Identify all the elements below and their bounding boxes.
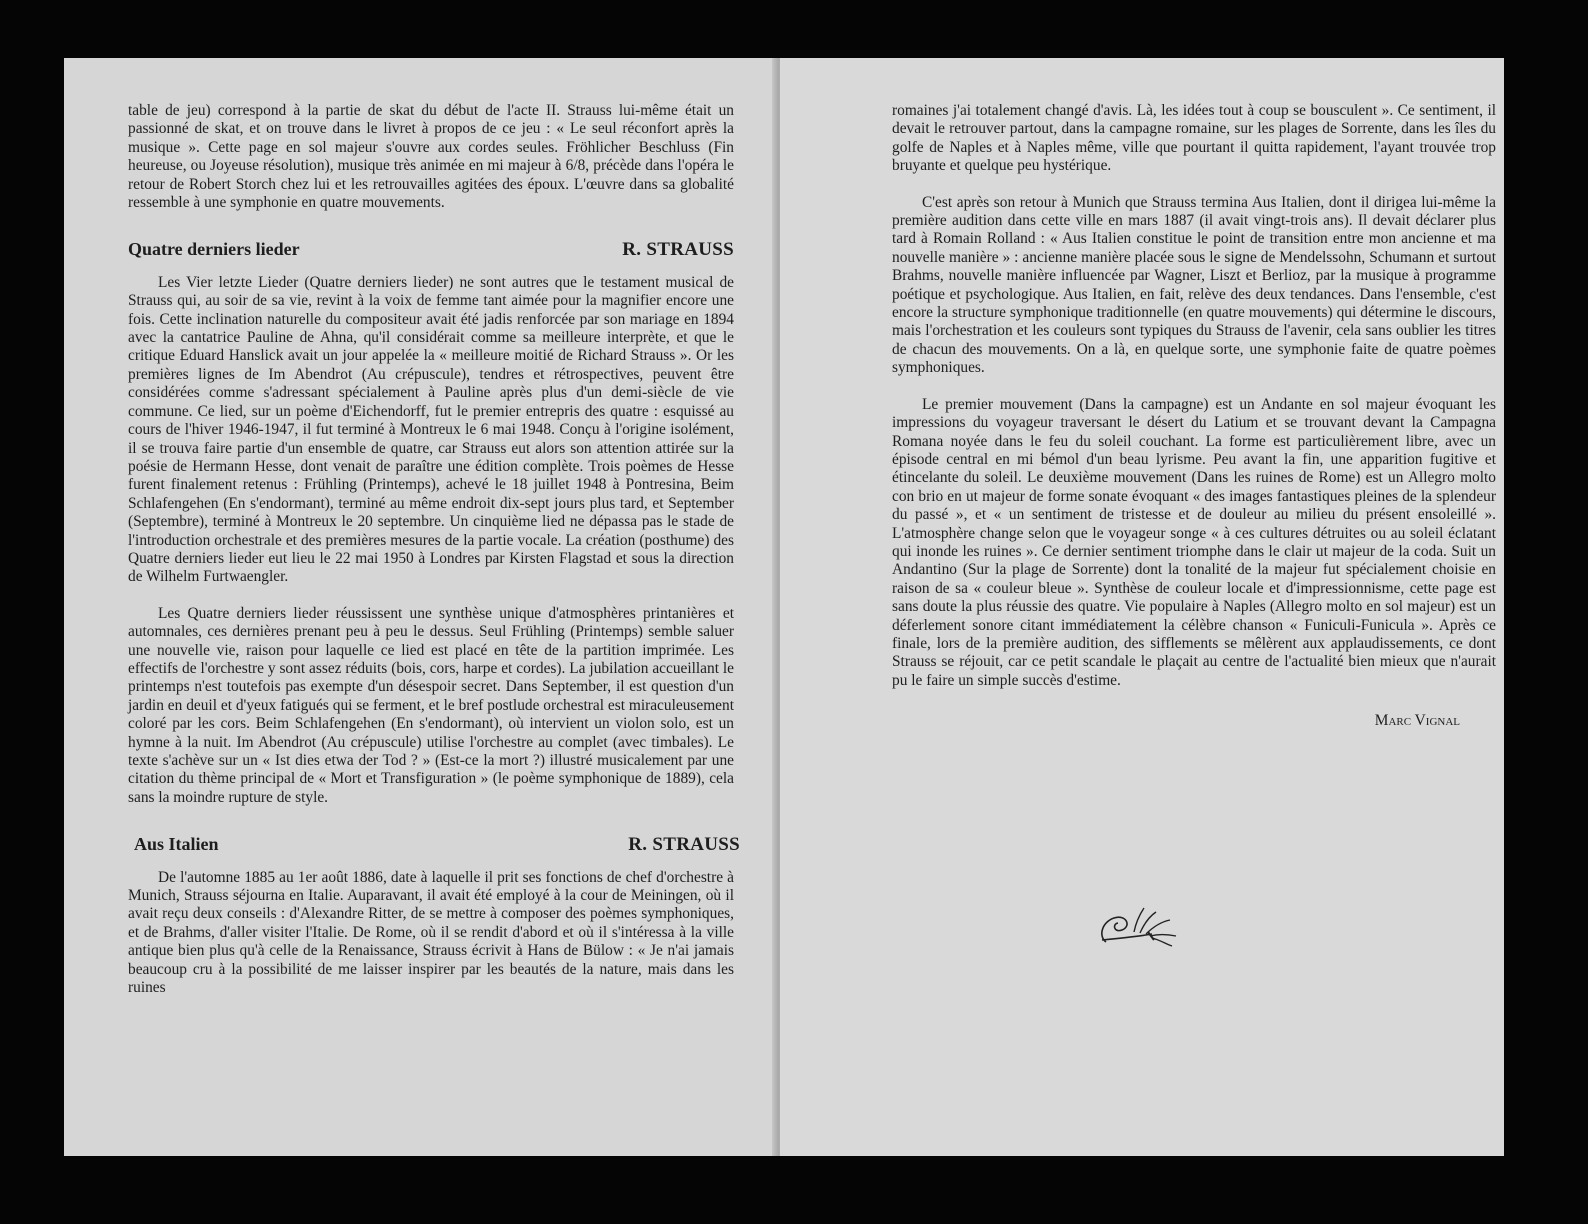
- intro-paragraph: table de jeu) correspond à la partie de skat du début de l'acte II. Strauss lui-même était un passionné de skat, et on trouve dans le livret à propos de ce jeu : « Le seul réconfort après la musique ». Cette page en sol majeur s'ouvre aux cordes seules. Fröhlicher Beschluss (Fin heureuse, ou Joyeuse résolution), musique très animée en mi majeur à 6/8, précède dans l'opéra le retour de Robert Storch chez lui et les retrouvailles agitées des époux. L'œuvre dans sa globalité ressemble à une symphonie en quatre mouvements.: [128, 102, 734, 212]
- aus-italien-paragraph-2: C'est après son retour à Munich que Strauss termina Aus Italien, dont il dirigea lui-même la première audition dans cette ville en mars 1887 (il avait vingt-trois ans). Il devait déclarer plus tard à Romain Rolland : « Aus Italien constitue le point de transition entre mon ancienne et ma nouvelle manière » : ancienne manière placée sous le signe de Mendelssohn, Schumann et surtout Brahms, nouvelle manière influencée par Wagner, Liszt et Berlioz, par la musique à programme poétique et psychologique. Aus Italien, en fait, relève des deux tendances. Dans l'ensemble, c'est encore la structure symphonique traditionnelle (en quatre mouvements) qui détermine le discours, mais l'orchestration et les couleurs sont typiques du Strauss de l'avenir, cela sans oublier les titres de chacun des mouvements. On a là, en quelque sorte, une symphonie faite de quatre poèmes symphoniques.: [892, 193, 1496, 377]
- booklet-spread: [64, 58, 1504, 1156]
- lieder-paragraph-2: Les Quatre derniers lieder réussissent une synthèse unique d'atmosphères printanières et automnales, ces dernières prenant peu à peu le dessus. Seul Frühling (Printemps) semble saluer une nouvelle vie, raison pour laquelle ce lied est placé en tête de la partition imprimée. Les effectifs de l'orchestre y sont assez réduits (bois, cors, harpe et cordes). La jubilation accueillant le printemps n'est toutefois pas exempte d'un désespoir secret. Dans September, il est question d'un jardin en deuil et d'yeux fatigués qui se ferment, et le bref postlude orchestral est miraculeusement coloré par les cors. Beim Schlafengehen (En s'endormant), où intervient un violon solo, est un hymne à la nuit. Im Abendrot (Au crépuscule) utilise l'orchestre au complet (avec timbales). Le texte s'achève sur un « Ist dies etwa der Tod ? » (Est-ce la mort ?) illustré musicalement par une citation du thème principal de « Mort et Transfiguration » (le poème symphonique de 1889), cela sans la moindre rupture de style.: [128, 604, 734, 806]
- continuation-paragraph: romaines j'ai totalement changé d'avis. Là, les idées tout à coup se bousculent ». Ce sentiment, il devait le retrouver partout, dans la campagne romaine, sur les plages de Sorrente, dans les îles du golfe de Naples et à Naples même, ville que pourtant il quitta rapidement, l'ayant trouvée trop bruyante et quelque peu hystérique.: [892, 102, 1496, 175]
- lieder-paragraph-1: Les Vier letzte Lieder (Quatre derniers lieder) ne sont autres que le testament musical de Strauss qui, au soir de sa vie, revint à la voix de femme tant aimée pour la magnifier encore une fois. Cette inclination naturelle du compositeur avait été jadis renforcée par son mariage en 1894 avec la cantatrice Pauline de Ahna, qu'il considérait comme sa meilleure interprète, et que le critique Eduard Hanslick avait un jour appelée la « meilleure moitié de Richard Strauss ». Or les premières lignes de Im Abendrot (Au crépuscule), tendres et rétrospectives, peuvent être considérées comme s'adressant spécialement à Pauline après plus d'un demi-siècle de vie commune. Ce lied, sur un poème d'Eichendorff, fut le premier entrepris des quatre : esquissé au cours de l'hiver 1946-1947, il fut terminé à Montreux le 6 mai 1948. Conçu à l'origine isolément, il se trouva faire partie d'un ensemble de quatre, car Strauss eut alors son attention attirée sur la poésie de Hermann Hesse, dont venait de paraître une édition complète. Trois poèmes de Hesse furent finalement retenus : Frühling (Printemps), achevé le 18 juillet 1948 à Pontresina, Beim Schlafengehen (En s'endormant), terminé au même endroit dix-sept jours plus tard, et September (Septembre), terminé à Montreux le 20 septembre. Un cinquième lied ne dépassa pas le stade de l'introduction orchestrale et des premières mesures de la partie vocale. La création (posthume) des Quatre derniers lieder eut lieu le 22 mai 1950 à Londres par Kirsten Flagstad et sous la direction de Wilhelm Furtwaengler.: [128, 273, 734, 586]
- right-page: [780, 58, 1504, 1156]
- author-signature: [892, 712, 1496, 730]
- section-heading-aus-italien: [134, 835, 740, 854]
- author-name: Marc Vignal: [1374, 712, 1460, 730]
- section-heading-quatre-derniers-lieder: [128, 240, 734, 259]
- section-title: Quatre derniers lieder: [128, 239, 300, 260]
- decorative-flourish-icon: [1092, 900, 1188, 955]
- section-title: Aus Italien: [134, 834, 219, 855]
- composer-name: R. STRAUSS: [622, 239, 734, 261]
- aus-italien-paragraph-3: Le premier mouvement (Dans la campagne) est un Andante en sol majeur évoquant les impressions du voyageur traversant le désert du Latium et se trouvant devant la Campagna Romana noyée dans le feu du soleil couchant. La forme est particulièrement libre, avec un épisode central en mi bémol d'un beau lyrisme. Peu avant la fin, une apparition fugitive et étincelante du soleil. Le deuxième mouvement (Dans les ruines de Rome) est un Allegro molto con brio en ut majeur de forme sonate évoquant « des images fantastiques pleines de la splendeur du passé », et « un sentiment de tristesse et de douleur au milieu du présent ensoleillé ». L'atmosphère change selon que le voyageur songe « à ces cultures détruites ou au soleil éclatant qui inonde les ruines ». Ce dernier sentiment triomphe dans le clair ut majeur de la coda. Suit un Andantino (Sur la plage de Sorrente) dont la tonalité de la majeur fut spécialement choisie en raison de sa « couleur bleue ». Synthèse de couleur locale et d'impressionnisme, cette page est sans doute la plus réussie des quatre. Vie populaire à Naples (Allegro molto en sol majeur) est un déferlement sonore citant immédiatement la célèbre chanson « Funiculi-Funicula ». Après ce finale, lors de la première audition, des sifflements se mêlèrent aux applaudissements, ce dont Strauss se réjouit, car ce petit scandale le plaçait au centre de l'actualité bien mieux que n'aurait pu le faire un simple succès d'estime.: [892, 395, 1496, 689]
- left-column: [128, 102, 740, 997]
- right-column: [892, 102, 1496, 731]
- aus-italien-paragraph-1: De l'automne 1885 au 1er août 1886, date à laquelle il prit ses fonctions de chef d'orchestre à Munich, Strauss séjourna en Italie. Auparavant, il avait été employé à la cour de Meiningen, où il avait reçu deux conseils : d'Alexandre Ritter, de se mettre à composer des poèmes symphoniques, et de Brahms, d'aller visiter l'Italie. De Rome, où il se rendit d'abord et où il s'intéressa à la ville antique bien plus qu'à celle de la Renaissance, Strauss écrivit à Hans de Bülow : « Je n'ai jamais beaucoup cru à la possibilité de me laisser inspirer par les beautés de la nature, mais dans les ruines: [128, 868, 734, 997]
- left-page: [64, 58, 776, 1156]
- composer-name: R. STRAUSS: [628, 834, 740, 856]
